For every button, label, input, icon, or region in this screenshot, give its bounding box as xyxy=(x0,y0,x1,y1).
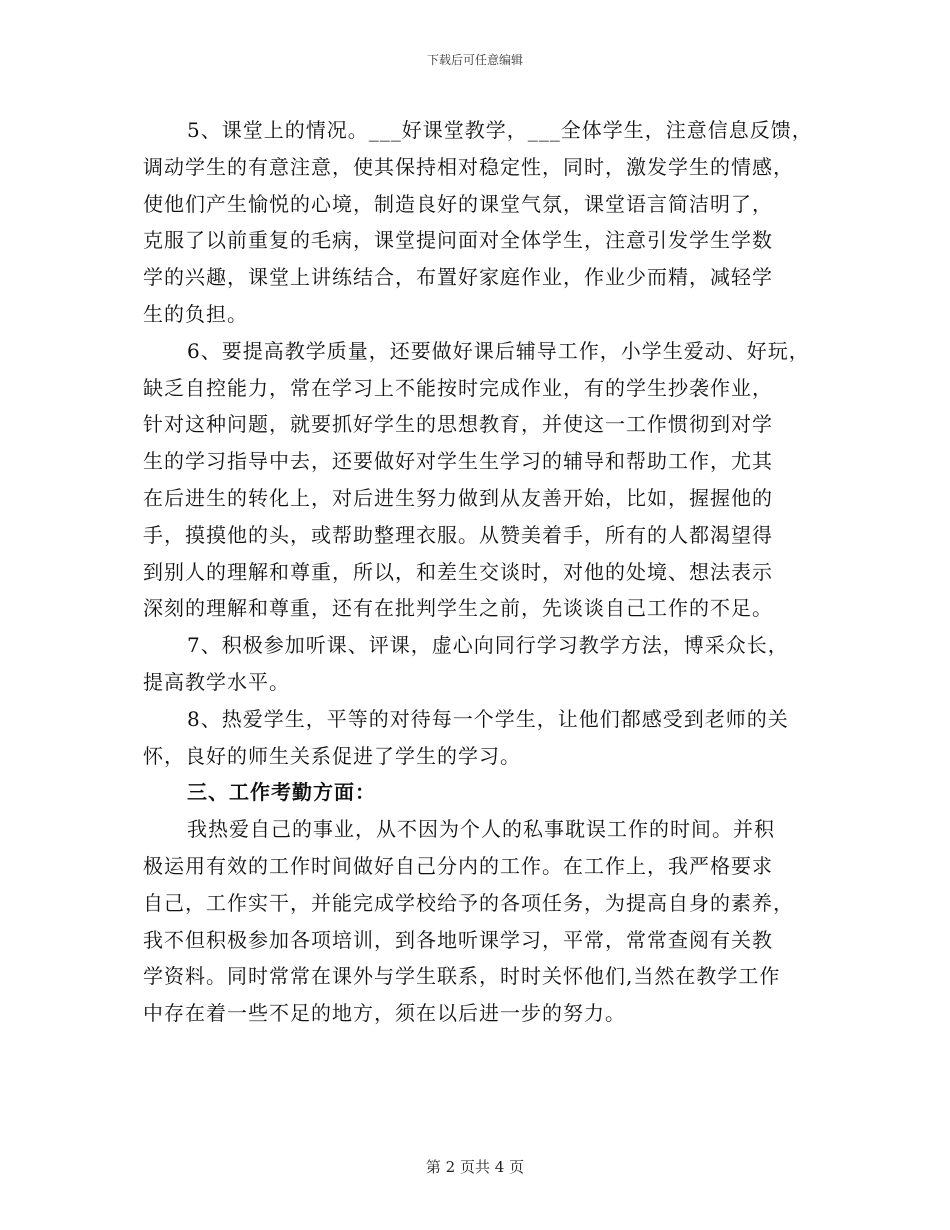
paragraph-line: 中存在着一些不足的地方，须在以后进一步的努力。 xyxy=(143,1001,626,1026)
paragraph-line: 缺乏自控能力，常在学习上不能按时完成作业，有的学生抄袭作业， xyxy=(143,375,773,400)
paragraph-line: 怀，良好的师生关系促进了学生的学习。 xyxy=(143,743,521,768)
paragraph-line: 生的负担。 xyxy=(143,301,248,326)
document-body xyxy=(143,112,823,1032)
page-header: 下载后可任意编辑 xyxy=(426,53,523,67)
paragraph-item-5 xyxy=(143,112,823,333)
paragraph-line: 手，摸摸他的头，或帮助整理衣服。从赞美着手，所有的人都渴望得 xyxy=(143,522,773,547)
paragraph-line: 深刻的理解和尊重，还有在批判学生之前，先谈谈自己工作的不足。 xyxy=(143,596,773,621)
paragraph-line: 极运用有效的工作时间做好自己分内的工作。在工作上，我严格要求 xyxy=(143,853,773,878)
paragraph-line: 7、积极参加听课、评课，虚心向同行学习教学方法，博采众长， xyxy=(187,633,789,658)
paragraph-line: 生的学习指导中去，还要做好对学生生学习的辅导和帮助工作，尤其 xyxy=(143,449,773,474)
paragraph-item-6 xyxy=(143,333,823,627)
paragraph-line: 学的兴趣，课堂上讲练结合，布置好家庭作业，作业少而精，减轻学 xyxy=(143,265,773,290)
paragraph-line: 6、要提高教学质量，还要做好课后辅导工作，小学生爱动、好玩， xyxy=(187,338,810,363)
paragraph-line: 我不但积极参加各项培训，到各地听课学习，平常，常常查阅有关教 xyxy=(143,927,773,952)
page-footer: 第 2 页共 4 页 xyxy=(425,1158,525,1176)
paragraph-line: 自己，工作实干，并能完成学校给予的各项任务，为提高自身的素养， xyxy=(143,890,794,915)
paragraph-line: 使他们产生愉悦的心境，制造良好的课堂气氛，课堂语言简洁明了， xyxy=(143,191,773,216)
paragraph-item-8 xyxy=(143,701,823,775)
paragraph-line: 8、热爱学生，平等的对待每一个学生，让他们都感受到老师的关 xyxy=(187,706,789,731)
paragraph-line: 调动学生的有意注意，使其保持相对稳定性，同时，激发学生的情感， xyxy=(143,154,794,179)
paragraph-item-7 xyxy=(143,627,823,701)
paragraph-line: 5、课堂上的情况。___好课堂教学，___全体学生，注意信息反馈， xyxy=(187,118,813,142)
paragraph-item-attendance xyxy=(143,811,823,1032)
section-heading: 三、工作考勤方面： xyxy=(187,780,376,805)
paragraph-line: 克服了以前重复的毛病，课堂提问面对全体学生，注意引发学生学数 xyxy=(143,228,773,253)
paragraph-line: 学资料。同时常常在课外与学生联系，时时关怀他们,当然在教学工作 xyxy=(143,964,781,989)
paragraph-line: 到别人的理解和尊重，所以，和差生交谈时，对他的处境、想法表示 xyxy=(143,559,773,584)
paragraph-line: 提高教学水平。 xyxy=(143,669,290,694)
paragraph-line: 我热爱自己的事业，从不因为个人的私事耽误工作的时间。并积 xyxy=(187,817,775,842)
paragraph-line: 针对这种问题，就要抓好学生的思想教育，并使这一工作惯彻到对学 xyxy=(143,412,773,437)
paragraph-line: 在后进生的转化上，对后进生努力做到从友善开始，比如，握握他的 xyxy=(143,485,773,510)
